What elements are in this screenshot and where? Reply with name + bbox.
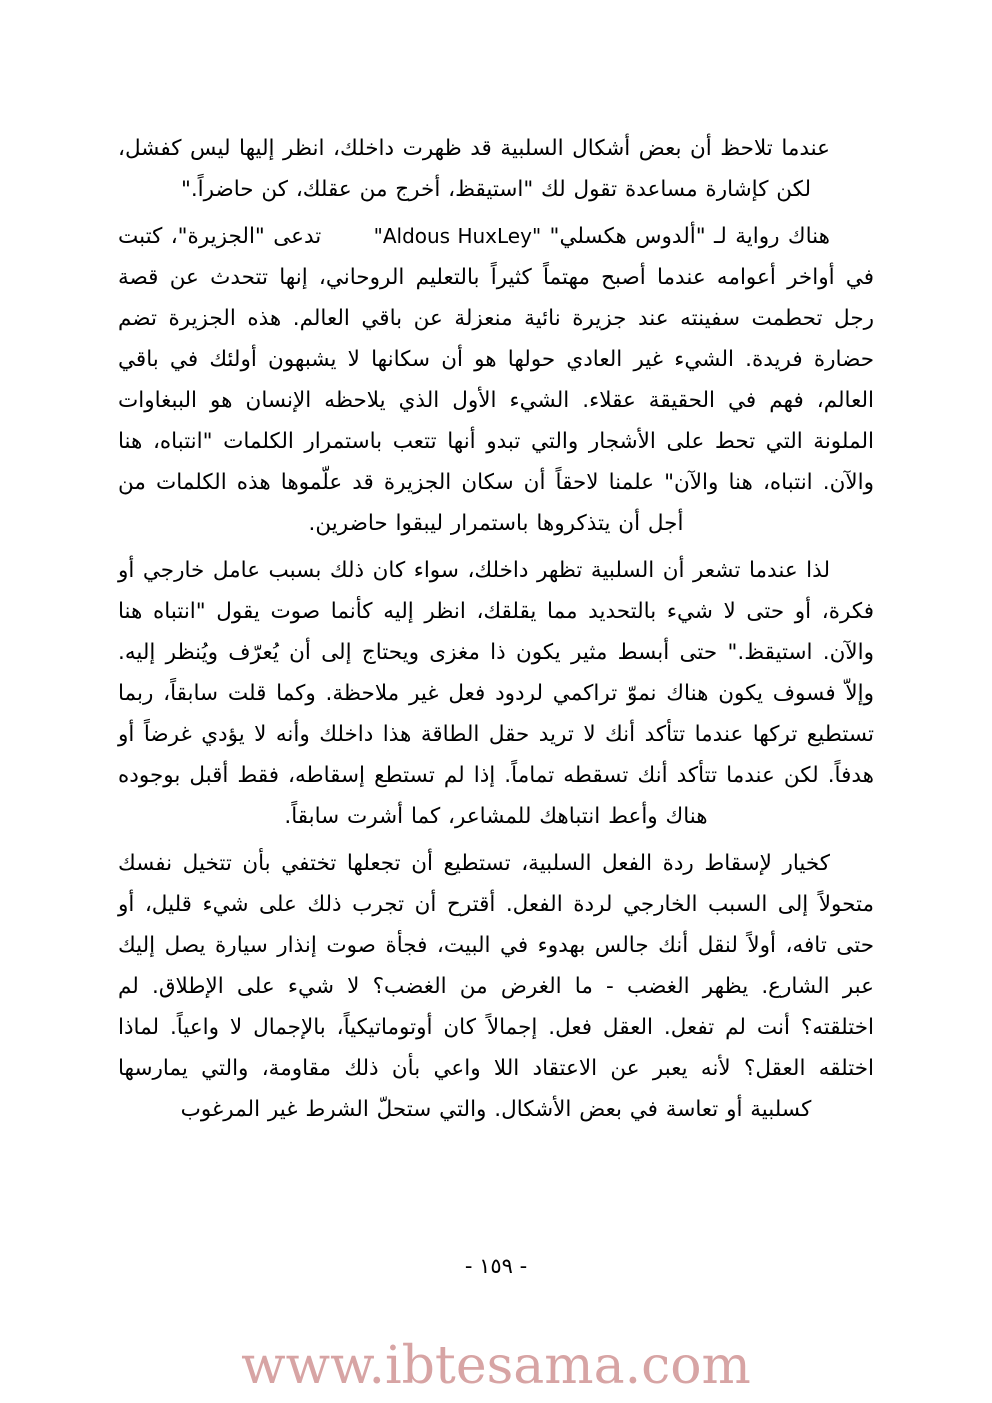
paragraph-1: عندما تلاحظ أن بعض أشكال السلبية قد ظهرت داخلك، انظر إليها ليس كفشل، لكن كإشارة مساعدة تقول لك "استيقظ، أخرج من عقلك، كن حاضراً."	[118, 136, 830, 202]
site-watermark: www.ibtesama.com	[241, 1336, 751, 1396]
paragraph-3: لذا عندما تشعر أن السلبية تظهر داخلك، سواء كان ذلك بسبب عامل خارجي أو فكرة، أو حتى لا شيء بالتحديد مما يقلقك، انظر إليه كأنما صوت يقول "انتباه هنا والآن. استيقظ." حتى أبسط مثير يكون ذا مغزى ويحتاج إلى أن يُعرّف ويُنظر إليه. وإلاّ فسوف يكون هناك نموّ تراكمي لردود فعل غير ملاحظة. وكما قلت سابقاً، ربما تستطيع تركها عندما تتأكد أنك لا تريد حقل الطاقة هذا داخلك وأنه لا يؤدي غرضاً أو هدفاً. لكن عندما تتأكد أنك تسقطه تماماً. إذا لم تستطع إسقاطه، فقط أقبل بوجوده هناك وأعط انتباهك للمشاعر، كما أشرت سابقاً.	[118, 558, 874, 829]
paragraph-2-text-after: تدعى "الجزيرة"، كتبت في أواخر أعوامه عندما أصبح مهتماً كثيراً بالتعليم الروحاني، إنها تتحدث عن قصة رجل تحطمت سفينته عند جزيرة نائية منعزلة عن باقي العالم. هذه الجزيرة تضم حضارة فريدة. الشيء غير العادي حولها هو أن سكانها لا يشبهون أولئك في باقي العالم، فهم في الحقيقة عقلاء. الشيء الأول الذي يلاحظه الإنسان هو الببغاوات الملونة التي تحط على الأشجار والتي تبدو أنها تتعب باستمرار الكلمات "انتباه، هنا والآن. انتباه، هنا والآن" علمنا لاحقاً أن سكان الجزيرة قد علّموها هذه الكلمات من أجل أن يتذكروها باستمرار ليبقوا حاضرين.	[118, 224, 874, 536]
author-name-latin: "Aldous HuxLey"	[373, 224, 542, 248]
paragraph-4: كخيار لإسقاط ردة الفعل السلبية، تستطيع أن تجعلها تختفي بأن تتخيل نفسك متحولاً إلى السبب الخارجي لردة الفعل. أقترح أن تجرب ذلك على شيء قليل، أو حتى تافه، أولاً لنقل أنك جالس بهدوء في البيت، فجأة صوت إنذار سيارة يصل إليك عبر الشارع. يظهر الغضب - ما الغرض من الغضب؟ لا شيء على الإطلاق. لم اختلقته؟ أنت لم تفعل. العقل فعل. إجمالاً كان أوتوماتيكياً، بالإجمال لا واعياً. لماذا اختلقه العقل؟ لأنه يعبر عن الاعتقاد اللا واعي بأن ذلك مقاومة، والتي يمارسها كسلبية أو تعاسة في بعض الأشكال. والتي ستحلّ الشرط غير المرغوب	[118, 851, 874, 1122]
paragraph-2-text-before: هناك رواية لـ "ألدوس هكسلي"	[541, 224, 830, 249]
paragraph-2	[118, 216, 874, 544]
page-number: - ١٥٩ -	[464, 1254, 528, 1278]
page-body-text	[118, 128, 874, 1136]
